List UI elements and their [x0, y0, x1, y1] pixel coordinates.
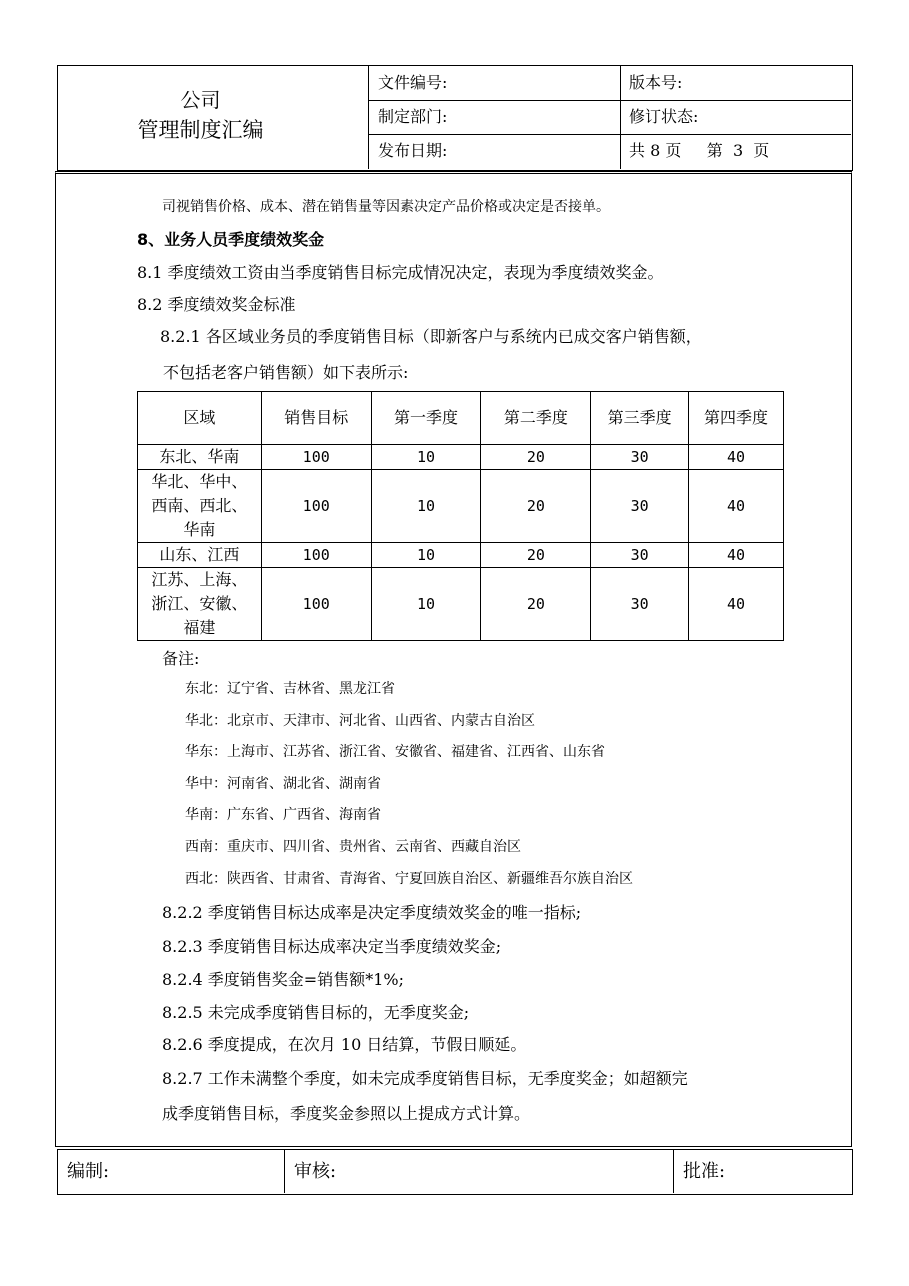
note-item: 东北：辽宁省、吉林省、黑龙江省	[185, 681, 395, 697]
quarter-cell: 10	[371, 568, 481, 641]
region-cell: 东北、华南	[138, 445, 262, 470]
signature-footer	[57, 1149, 853, 1195]
note-item: 西南：重庆市、四川省、贵州省、云南省、西藏自治区	[185, 839, 521, 855]
paragraph-8-2-2: 8.2.2 季度销售目标达成率是决定季度绩效奖金的唯一指标;	[162, 903, 582, 922]
column-header: 第三季度	[591, 392, 689, 445]
revision-label: 修订状态:	[629, 107, 699, 126]
quarter-cell: 20	[481, 470, 591, 543]
doc-number-label: 文件编号:	[378, 73, 448, 92]
reviewer-field: 审核:	[285, 1150, 674, 1193]
note-item: 华南：广东省、广西省、海南省	[185, 807, 381, 823]
paragraph-8-2-7-line2: 成季度销售目标，季度奖金参照以上提成方式计算。	[162, 1104, 531, 1123]
editor-field: 编制:	[58, 1150, 285, 1193]
note-item: 华中：河南省、湖北省、湖南省	[185, 776, 381, 792]
table-header-row	[138, 392, 784, 445]
department-label: 制定部门:	[378, 107, 448, 126]
document-header	[57, 65, 853, 171]
approver-field: 批准:	[683, 1161, 726, 1182]
paragraph-8-2-4: 8.2.4 季度销售奖金=销售额*1%;	[162, 970, 404, 989]
quarter-cell: 20	[481, 543, 591, 568]
quarter-cell: 30	[591, 470, 689, 543]
quarter-cell: 20	[481, 568, 591, 641]
sales-target-cell: 100	[261, 543, 371, 568]
section-title: 8、业务人员季度绩效奖金	[137, 230, 325, 249]
quarter-cell: 10	[371, 543, 481, 568]
quarter-cell: 10	[371, 445, 481, 470]
paragraph-8-2-1-line1: 8.2.1 各区域业务员的季度销售目标（即新客户与系统内已成交客户销售额，	[160, 327, 702, 346]
sales-target-cell: 100	[261, 568, 371, 641]
paragraph-8-2-6: 8.2.6 季度提成，在次月 10 日结算，节假日顺延。	[162, 1035, 527, 1054]
quarter-cell: 40	[689, 445, 784, 470]
sales-target-cell: 100	[261, 470, 371, 543]
region-cell: 华北、华中、 西南、西北、 华南	[138, 470, 262, 543]
table-row	[138, 470, 784, 543]
note-item: 西北：陕西省、甘肃省、青海省、宁夏回族自治区、新疆维吾尔族自治区	[185, 871, 633, 887]
quarter-cell: 40	[689, 470, 784, 543]
publish-date-label: 发布日期:	[378, 141, 448, 160]
document-title: 管理制度汇编	[137, 118, 264, 142]
quarter-cell: 30	[591, 568, 689, 641]
company-name: 公司	[180, 88, 221, 112]
table-row	[138, 445, 784, 470]
paragraph-8-2-1-line2: 不包括老客户销售额）如下表所示:	[163, 363, 409, 382]
quarter-cell: 40	[689, 568, 784, 641]
notes-label: 备注:	[162, 649, 200, 668]
sales-target-cell: 100	[261, 445, 371, 470]
table-row	[138, 568, 784, 641]
paragraph-8-2-5: 8.2.5 未完成季度销售目标的，无季度奖金;	[162, 1003, 470, 1022]
quarter-cell: 30	[591, 543, 689, 568]
page-count: 共 8 页 第 3 页	[629, 141, 770, 160]
quarter-cell: 20	[481, 445, 591, 470]
region-cell: 山东、江西	[138, 543, 262, 568]
sales-target-table	[137, 391, 784, 641]
paragraph-8-1: 8.1 季度绩效工资由当季度销售目标完成情况决定，表现为季度绩效奖金。	[137, 263, 664, 282]
paragraph-continued: 司视销售价格、成本、潜在销售量等因素决定产品价格或决定是否接单。	[162, 199, 610, 215]
table-row	[138, 543, 784, 568]
quarter-cell: 30	[591, 445, 689, 470]
column-header: 第一季度	[371, 392, 481, 445]
quarter-cell: 10	[371, 470, 481, 543]
note-item: 华东：上海市、江苏省、浙江省、安徽省、福建省、江西省、山东省	[185, 744, 605, 760]
paragraph-8-2-7-line1: 8.2.7 工作未满整个季度，如未完成季度销售目标，无季度奖金；如超额完	[162, 1069, 688, 1088]
version-label: 版本号:	[629, 73, 683, 92]
column-header: 第二季度	[481, 392, 591, 445]
paragraph-8-2-3: 8.2.3 季度销售目标达成率决定当季度绩效奖金;	[162, 937, 502, 956]
paragraph-8-2: 8.2 季度绩效奖金标准	[137, 295, 296, 314]
company-block	[58, 66, 369, 169]
column-header: 第四季度	[689, 392, 784, 445]
note-item: 华北：北京市、天津市、河北省、山西省、内蒙古自治区	[185, 713, 535, 729]
column-header: 销售目标	[261, 392, 371, 445]
column-header: 区域	[138, 392, 262, 445]
region-cell: 江苏、上海、 浙江、安徽、 福建	[138, 568, 262, 641]
quarter-cell: 40	[689, 543, 784, 568]
